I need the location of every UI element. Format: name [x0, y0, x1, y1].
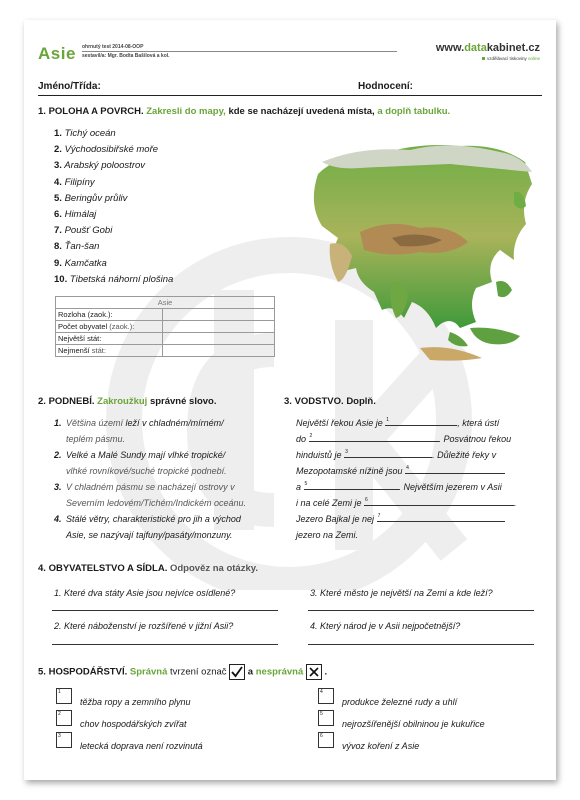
fill-line: Mezopotamské nížině jsou 4 [296, 463, 540, 479]
answer-checkbox[interactable]: 2 [56, 710, 72, 726]
fill-line: hinduistů je 3 . Důležité řeky v [296, 449, 497, 460]
table-answer-cell[interactable] [163, 345, 275, 357]
answer-line[interactable] [308, 644, 534, 645]
bullet-icon [482, 57, 485, 60]
fill-line: Jezero Bajkal je nej 7 [296, 511, 540, 527]
brand-url[interactable]: www.datakabinet.cz [435, 42, 540, 54]
table-row-label: Počet obyvatel (zaok.): [56, 321, 163, 333]
fill-blank[interactable]: 3 [344, 447, 432, 458]
table-row [56, 333, 275, 345]
list-item[interactable]: 3. V chladném pásmu se nacházejí ostrovy v Severním ledovém/Tichém/Indickém oceánu. [54, 482, 246, 508]
statement-text: chov hospodářských zvířat [80, 719, 187, 729]
table-row-label: Rozloha (zaok.): [56, 309, 163, 321]
table-row [56, 345, 275, 357]
score-label: Hodnocení: [358, 81, 413, 92]
list-item[interactable]: 4. Stálé větry, charakteristické pro jih a východ Asie, se nazývají tajfuny/pasáty/monzuny. [54, 514, 241, 540]
answer-checkbox[interactable]: 1 [56, 688, 72, 704]
section-1-heading: 1. POLOHA A POVRCH. Zakresli do mapy, kde se nacházejí uvedená místa, a doplň tabulku. [38, 106, 451, 117]
list-item: 3. Arabský poloostrov [54, 160, 146, 172]
answer-checkbox[interactable]: 6 [318, 732, 334, 748]
list-item: 1. Tichý oceán [54, 128, 116, 139]
climate-questions [54, 415, 294, 543]
statement-text: vývoz koření z Asie [342, 741, 420, 751]
fill-blank[interactable]: 2 [309, 431, 439, 442]
answer-line[interactable] [52, 610, 278, 611]
list-item[interactable]: 2. Velké a Malé Sundy mají vlhké tropické/ vlhké rovníkové/suché tropické podnebí. [54, 450, 227, 476]
statement-text: nejrozšířenější obilninou je kukuřice [342, 719, 485, 729]
header-author: sestavil/a: Mgr. Bodta Bašilová a kol. [82, 53, 170, 59]
list-item: 8. Ťan-šan [54, 241, 100, 253]
asia-physical-map[interactable] [300, 132, 538, 364]
fill-blank[interactable]: 1 [385, 415, 457, 426]
fill-line: jezero na Zemi. [296, 530, 359, 540]
list-item[interactable]: 1. Většina území leží v chladném/mírném/ teplém pásmu. [54, 418, 224, 444]
table-row [56, 321, 275, 333]
question-2: 2. Které náboženství je rozšířené v jižní Asii? [54, 621, 234, 631]
name-score-row [38, 81, 542, 96]
question-4: 4. Který národ je v Asii nejpočetnější? [310, 621, 461, 631]
question-3: 3. Které město je největší na Zemi a kde leží? [310, 588, 493, 598]
worksheet-page [24, 20, 556, 780]
list-item: 6. Himálaj [54, 209, 97, 221]
brand-tagline: vzdělávací tiskoviny online [482, 56, 540, 61]
answer-checkbox[interactable]: 5 [318, 710, 334, 726]
table-row [56, 309, 275, 321]
fill-line: a 5 . Největším jezerem v Asii [296, 481, 502, 492]
fill-blank[interactable]: 4 [405, 463, 505, 474]
fill-line: do 2 . Posvátnou řekou [296, 433, 512, 444]
table-row-label: Nejmenší stát: [56, 345, 163, 357]
section-5-heading: 5. HOSPODÁŘSTVÍ. Správná tvrzení označ a nesprávná . [38, 664, 327, 680]
statement-text: letecká doprava není rozvinutá [80, 741, 203, 751]
answer-line[interactable] [308, 610, 534, 611]
statement-text: těžba ropy a zemního plynu [80, 697, 191, 707]
section-3-heading: 3. VODSTVO. Doplň. [284, 396, 376, 407]
answer-checkbox[interactable]: 4 [318, 688, 334, 704]
places-list [54, 126, 173, 288]
list-item: 9. Kamčatka [54, 257, 107, 269]
water-fill-in [296, 415, 540, 543]
list-item: 10. Tibetská náhorní plošina [54, 273, 174, 285]
fill-blank[interactable]: 7 [377, 511, 505, 522]
list-item: 2. Východosibiřské moře [54, 144, 159, 156]
answer-line[interactable] [52, 644, 278, 645]
question-1: 1. Které dva státy Asie jsou nejvíce osídlené? [54, 588, 236, 598]
fill-blank[interactable]: 6 [364, 495, 514, 506]
list-item: 5. Beringův průliv [54, 192, 128, 204]
fill-line: Největší řekou Asie je 1 , která ústí [296, 417, 500, 428]
answer-checkbox[interactable]: 3 [56, 732, 72, 748]
table-answer-cell[interactable] [163, 321, 275, 333]
asia-facts-table [55, 296, 275, 357]
table-title: Asie [56, 297, 275, 309]
worksheet-title: Asie [38, 44, 76, 63]
table-row-label: Největší stát: [56, 333, 163, 345]
statement-text: produkce železné rudy a uhlí [342, 697, 458, 707]
check-mark-icon [229, 664, 245, 680]
fill-line: i na celé Zemi je 6 . [296, 497, 517, 508]
name-label: Jméno/Třída: [38, 81, 101, 92]
list-item: 4. Filipíny [54, 176, 95, 188]
fill-blank[interactable]: 5 [304, 479, 399, 490]
header-test-info: ohrnutý test 2014-08-OOP [82, 44, 144, 50]
table-answer-cell[interactable] [163, 333, 275, 345]
header-rule [82, 51, 397, 52]
section-2-heading: 2. PODNEBÍ. Zakroužkuj správné slovo. [38, 396, 217, 407]
section-4-heading: 4. OBYVATELSTVO A SÍDLA. Odpověz na otázky. [38, 563, 258, 574]
list-item: 7. Poušť Gobi [54, 225, 113, 237]
x-mark-icon [306, 664, 322, 680]
table-answer-cell[interactable] [163, 309, 275, 321]
